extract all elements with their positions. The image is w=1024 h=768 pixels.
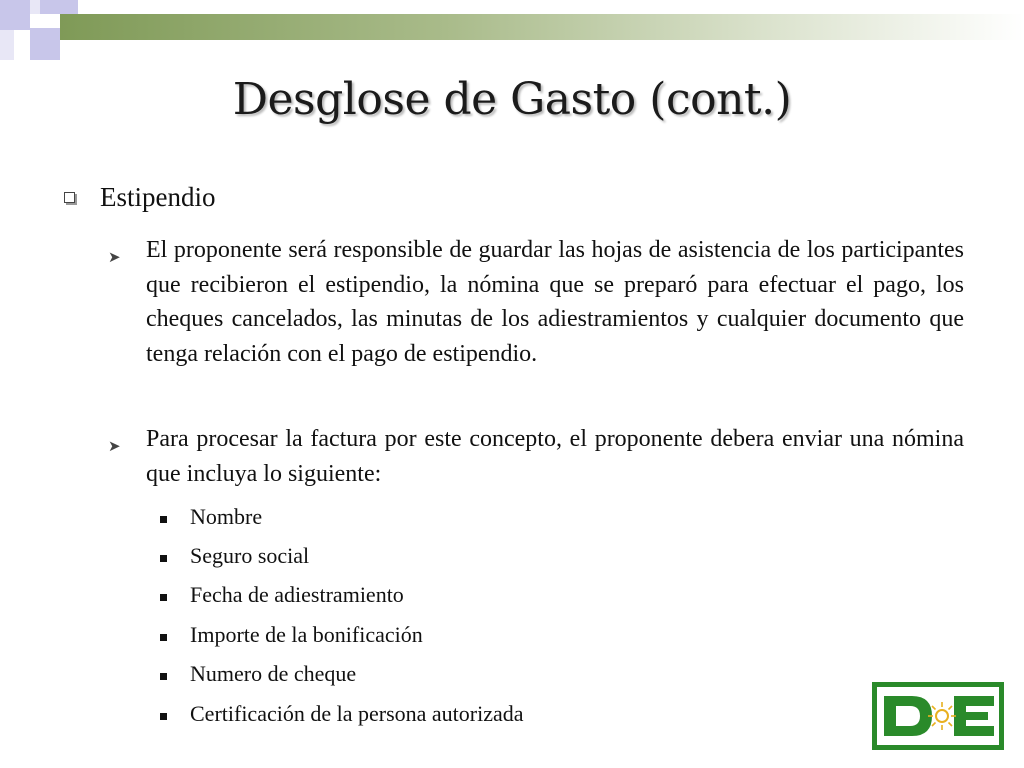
heading-text: Estipendio xyxy=(100,182,216,212)
decor-square xyxy=(60,0,78,14)
filled-square-bullet-icon xyxy=(160,555,167,562)
paragraph-text: Para procesar la factura por este concepto, el proponente debera enviar una nómina que incluya lo siguiente: xyxy=(146,426,964,487)
slide-title: Desglose de Gasto (cont.) xyxy=(232,74,792,125)
list-item-text: Certificación de la persona autorizada xyxy=(190,701,524,726)
list-item-text: Fecha de adiestramiento xyxy=(190,582,404,607)
decor-square xyxy=(0,30,14,60)
hollow-square-bullet-icon xyxy=(64,192,75,203)
list-item-text: Nombre xyxy=(190,504,263,529)
arrowhead-bullet-icon: ➤ xyxy=(108,437,121,455)
filled-square-bullet-icon xyxy=(160,634,167,641)
arrowhead-bullet-icon: ➤ xyxy=(108,248,121,266)
list-item-text: Numero de cheque xyxy=(190,661,357,686)
logo-letter-d-hole xyxy=(896,706,920,726)
filled-square-bullet-icon xyxy=(160,673,167,680)
list-item-text: Importe de la bonificación xyxy=(190,622,423,647)
filled-square-bullet-icon xyxy=(160,516,167,523)
list-item-text: Seguro social xyxy=(190,543,310,568)
filled-square-bullet-icon xyxy=(160,594,167,601)
header-gradient-bar xyxy=(60,14,1024,40)
decor-square xyxy=(0,0,30,30)
decor-square xyxy=(40,0,60,14)
filled-square-bullet-icon xyxy=(160,713,167,720)
logo-letter-e xyxy=(954,696,994,736)
de-logo-icon xyxy=(872,682,1004,750)
paragraph-text: El proponente será responsible de guardar las hojas de asistencia de los participantes que recibieron el estipendio, la nómina que se preparó para efectuar el pago, los cheques cancelados, las minutas de los adiestramientos y cualquier documento que tenga relación con el pago de estipendio. xyxy=(146,237,964,367)
decor-square xyxy=(30,28,60,60)
